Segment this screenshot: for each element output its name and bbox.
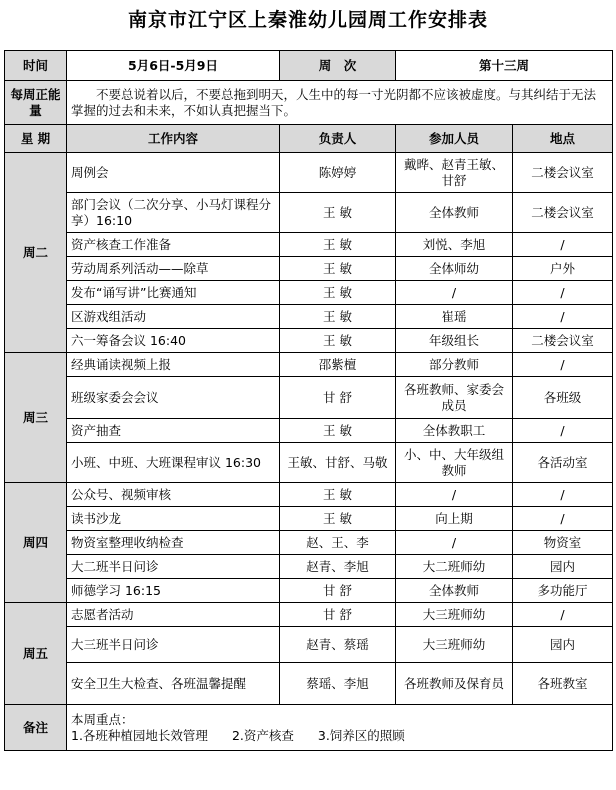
task-place: 各班级 (513, 377, 613, 419)
col-owner: 负责人 (280, 125, 396, 153)
table-row (5, 419, 613, 443)
table-row (5, 627, 613, 663)
task-place: 二楼会议室 (513, 193, 613, 233)
week-value: 第十三周 (396, 51, 613, 81)
motto-text: 不要总说着以后，不要总拖到明天，人生中的每一寸光阴都不应该被虚度。与其纠结于无法掌握的过去和未来，不如认真把握当下。 (67, 81, 613, 125)
task-place: 户外 (513, 257, 613, 281)
task-content: 六一筹备会议 16:40 (67, 329, 280, 353)
day-cell: 周二 (5, 153, 67, 353)
task-content: 师德学习 16:15 (67, 579, 280, 603)
task-owner: 王 敏 (280, 483, 396, 507)
task-participants: 全体教师 (396, 579, 513, 603)
col-content: 工作内容 (67, 125, 280, 153)
table-row (5, 663, 613, 705)
task-content: 班级家委会会议 (67, 377, 280, 419)
task-content: 资产抽查 (67, 419, 280, 443)
day-cell: 周三 (5, 353, 67, 483)
task-content: 读书沙龙 (67, 507, 280, 531)
task-owner: 王 敏 (280, 305, 396, 329)
task-content: 劳动周系列活动——除草 (67, 257, 280, 281)
task-place: 多功能厅 (513, 579, 613, 603)
task-content: 大二班半日问诊 (67, 555, 280, 579)
task-place: / (513, 483, 613, 507)
task-content: 小班、中班、大班课程审议 16:30 (67, 443, 280, 483)
time-label: 时间 (5, 51, 67, 81)
table-row (5, 377, 613, 419)
task-content: 发布“诵写讲”比赛通知 (67, 281, 280, 305)
task-content: 资产核查工作准备 (67, 233, 280, 257)
table-row (5, 305, 613, 329)
task-participants: 全体教职工 (396, 419, 513, 443)
task-place: 各班教室 (513, 663, 613, 705)
task-participants: 各班教师及保育员 (396, 663, 513, 705)
week-label: 周 次 (280, 51, 396, 81)
table-row (5, 257, 613, 281)
date-range: 5月6日-5月9日 (67, 51, 280, 81)
task-owner: 王 敏 (280, 507, 396, 531)
task-owner: 甘 舒 (280, 603, 396, 627)
task-place: / (513, 507, 613, 531)
task-owner: 王 敏 (280, 193, 396, 233)
task-place: 物资室 (513, 531, 613, 555)
task-participants: 小、中、大年级组教师 (396, 443, 513, 483)
task-participants: 戴晔、赵青王敏、甘舒 (396, 153, 513, 193)
task-place: 二楼会议室 (513, 329, 613, 353)
task-place: 园内 (513, 627, 613, 663)
task-content: 大三班半日问诊 (67, 627, 280, 663)
col-place: 地点 (513, 125, 613, 153)
task-place: / (513, 353, 613, 377)
col-participants: 参加人员 (396, 125, 513, 153)
task-owner: 甘 舒 (280, 377, 396, 419)
task-participants: 部分教师 (396, 353, 513, 377)
task-place: / (513, 603, 613, 627)
column-header-row (5, 125, 613, 153)
task-content: 周例会 (67, 153, 280, 193)
task-owner: 蔡瑶、李旭 (280, 663, 396, 705)
table-row (5, 353, 613, 377)
task-content: 安全卫生大检查、各班温馨提醒 (67, 663, 280, 705)
table-row (5, 579, 613, 603)
task-owner: 甘 舒 (280, 579, 396, 603)
page-title: 南京市江宁区上秦淮幼儿园周工作安排表 (127, 9, 488, 31)
task-content: 志愿者活动 (67, 603, 280, 627)
task-owner: 赵、王、李 (280, 531, 396, 555)
table-row (5, 531, 613, 555)
task-participants: / (396, 483, 513, 507)
task-content: 区游戏组活动 (67, 305, 280, 329)
task-owner: 王 敏 (280, 329, 396, 353)
task-participants: 向上期 (396, 507, 513, 531)
notes-items (71, 728, 608, 744)
notes-content (67, 705, 613, 751)
motto-label: 每周正能量 (5, 81, 67, 125)
task-participants: / (396, 531, 513, 555)
task-participants: 大三班师幼 (396, 627, 513, 663)
task-place: 园内 (513, 555, 613, 579)
task-content: 公众号、视频审核 (67, 483, 280, 507)
task-place: / (513, 419, 613, 443)
table-row (5, 483, 613, 507)
task-participants: 全体师幼 (396, 257, 513, 281)
task-owner: 赵青、蔡瑶 (280, 627, 396, 663)
table-row (5, 233, 613, 257)
schedule-table (4, 50, 613, 751)
task-owner: 王 敏 (280, 257, 396, 281)
task-participants: 大二班师幼 (396, 555, 513, 579)
table-row (5, 281, 613, 305)
task-owner: 赵青、李旭 (280, 555, 396, 579)
notes-row (5, 705, 613, 751)
focus-item: 3.饲养区的照顾 (317, 727, 405, 743)
task-participants: 年级组长 (396, 329, 513, 353)
task-content: 物资室整理收纳检查 (67, 531, 280, 555)
task-owner: 王敏、甘舒、马敬 (280, 443, 396, 483)
task-participants: 大三班师幼 (396, 603, 513, 627)
task-participants: / (396, 281, 513, 305)
task-place: / (513, 281, 613, 305)
table-row (5, 329, 613, 353)
task-place: / (513, 305, 613, 329)
task-place: 二楼会议室 (513, 153, 613, 193)
task-participants: 刘悦、李旭 (396, 233, 513, 257)
focus-item: 1.各班种植园地长效管理 (71, 727, 208, 743)
table-row (5, 603, 613, 627)
header-row (5, 51, 613, 81)
task-participants: 全体教师 (396, 193, 513, 233)
table-row (5, 443, 613, 483)
day-cell: 周五 (5, 603, 67, 705)
table-row (5, 153, 613, 193)
task-participants: 崔瑶 (396, 305, 513, 329)
table-row (5, 193, 613, 233)
task-owner: 陈婷婷 (280, 153, 396, 193)
notes-label: 备注 (5, 705, 67, 751)
table-row (5, 555, 613, 579)
task-owner: 王 敏 (280, 233, 396, 257)
col-day: 星 期 (5, 125, 67, 153)
task-content: 经典诵读视频上报 (67, 353, 280, 377)
task-owner: 邵紫檀 (280, 353, 396, 377)
table-row (5, 507, 613, 531)
task-owner: 王 敏 (280, 419, 396, 443)
task-place: 各活动室 (513, 443, 613, 483)
task-place: / (513, 233, 613, 257)
notes-heading: 本周重点： (71, 711, 134, 727)
day-cell: 周四 (5, 483, 67, 603)
task-owner: 王 敏 (280, 281, 396, 305)
task-participants: 各班教师、家委会成员 (396, 377, 513, 419)
focus-item: 2.资产核查 (231, 727, 294, 743)
motto-row (5, 81, 613, 125)
task-content: 部门会议（二次分享、小马灯课程分享）16:10 (67, 193, 280, 233)
